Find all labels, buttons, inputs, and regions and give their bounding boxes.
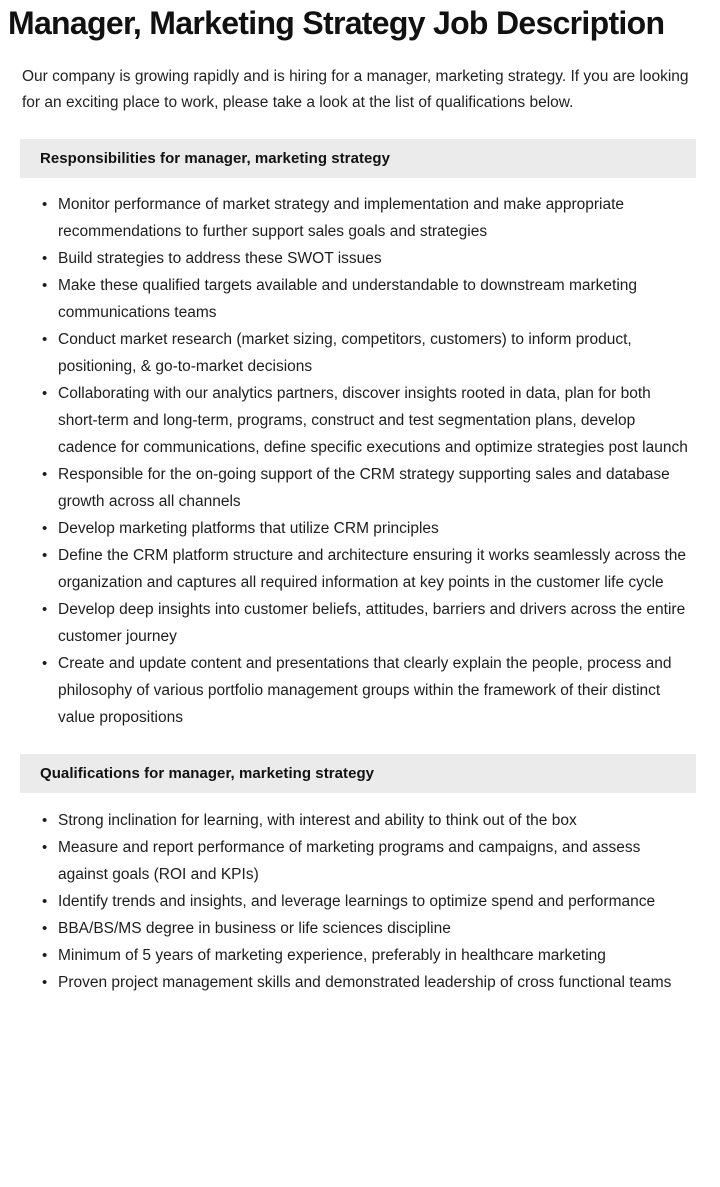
responsibilities-section <box>0 139 720 731</box>
list-item: • Collaborating with our analytics partners, discover insights rooted in data, plan for both short-term and long-term, programs, construct and test segmentation plans, develop cadence for communications, define specific executions and optimize strategies post launch <box>0 380 710 461</box>
list-item: • Measure and report performance of marketing programs and campaigns, and assess against goals (ROI and KPIs) <box>0 834 710 888</box>
list-item: • BBA/BS/MS degree in business or life sciences discipline <box>0 915 710 942</box>
list-item: • Identify trends and insights, and leverage learnings to optimize spend and performance <box>0 888 710 915</box>
list-item: • Conduct market research (market sizing, competitors, customers) to inform product, positioning, & go-to-market decisions <box>0 326 710 380</box>
list-item: • Proven project management skills and demonstrated leadership of cross functional teams <box>0 969 710 996</box>
qualifications-list <box>0 793 720 996</box>
list-item: • Create and update content and presentations that clearly explain the people, process and philosophy of various portfolio management groups within the framework of their distinct value propositions <box>0 650 710 731</box>
list-item: • Monitor performance of market strategy and implementation and make appropriate recommendations to further support sales goals and strategies <box>0 191 710 245</box>
responsibilities-header-bar <box>20 139 696 178</box>
qualifications-heading: Qualifications for manager, marketing strategy <box>40 765 375 782</box>
page-bottom-spacer <box>0 996 720 1030</box>
list-item: • Strong inclination for learning, with interest and ability to think out of the box <box>0 807 710 834</box>
intro-paragraph: Our company is growing rapidly and is hiring for a manager, marketing strategy. If you are looking for an exciting place to work, please take a look at the list of qualifications below. <box>22 68 689 111</box>
page-title: Manager, Marketing Strategy Job Description <box>8 5 665 41</box>
qualifications-header-bar <box>20 754 696 793</box>
list-item: • Build strategies to address these SWOT issues <box>0 245 710 272</box>
qualifications-section <box>0 754 720 996</box>
list-item: • Minimum of 5 years of marketing experience, preferably in healthcare marketing <box>0 942 710 969</box>
list-item: • Develop deep insights into customer beliefs, attitudes, barriers and drivers across the entire customer journey <box>0 596 710 650</box>
list-item: • Responsible for the on-going support of the CRM strategy supporting sales and database growth across all channels <box>0 461 710 515</box>
list-item: • Define the CRM platform structure and architecture ensuring it works seamlessly across the organization and captures all required information at key points in the customer life cycle <box>0 542 710 596</box>
responsibilities-list <box>0 178 720 731</box>
list-item: • Make these qualified targets available and understandable to downstream marketing communications teams <box>0 272 710 326</box>
list-item: • Develop marketing platforms that utilize CRM principles <box>0 515 710 542</box>
responsibilities-heading: Responsibilities for manager, marketing strategy <box>40 150 391 167</box>
